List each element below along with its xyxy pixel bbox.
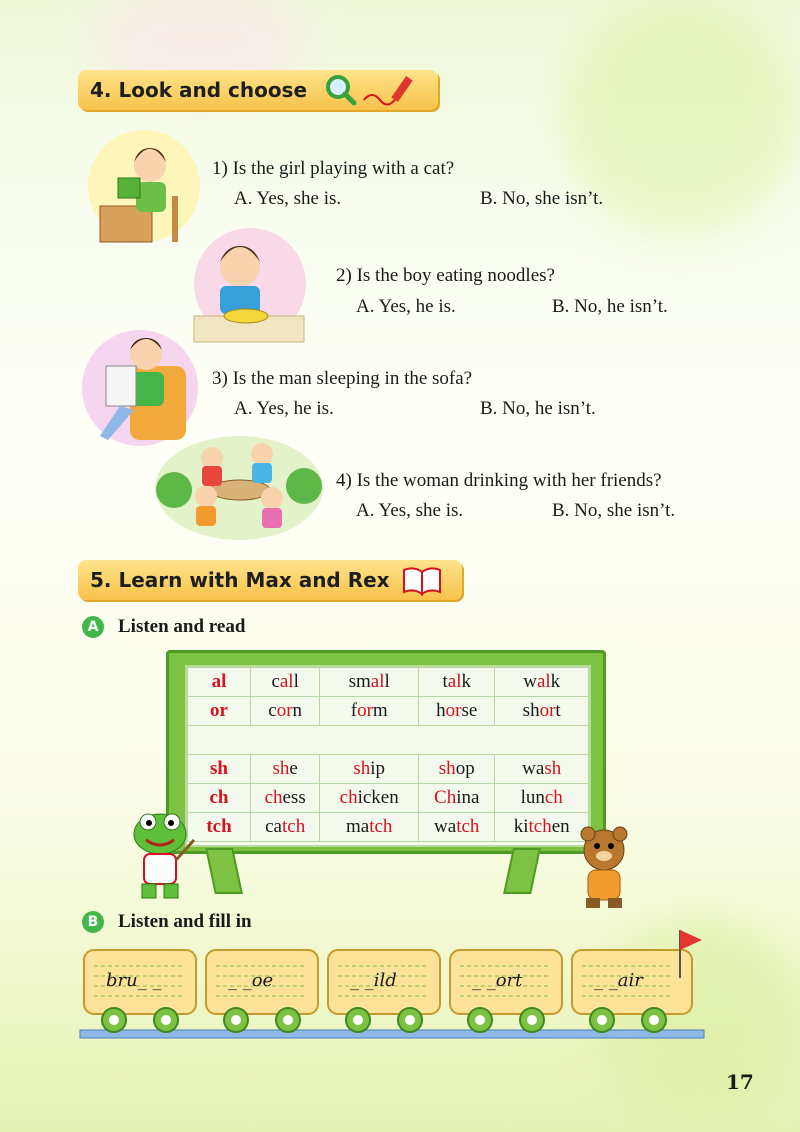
phonics-word[interactable] <box>251 813 320 842</box>
word-part: ina <box>456 787 480 808</box>
word-part: ip <box>370 758 386 779</box>
question-2-option-b[interactable]: B. No, he isn’t. <box>552 296 668 317</box>
phonics-word[interactable] <box>251 697 320 726</box>
word-part: n <box>292 700 303 721</box>
word-part: h <box>436 700 446 721</box>
phonics-key: ch <box>188 784 251 813</box>
rex-bear-character <box>572 826 636 910</box>
wheel-hub <box>527 1015 537 1025</box>
word-part: w <box>523 671 537 692</box>
phonics-row-sh <box>188 755 589 784</box>
phonics-word[interactable] <box>495 668 589 697</box>
phonics-row-al <box>188 668 589 697</box>
phonics-key: or <box>188 697 251 726</box>
page-number: 17 <box>726 1070 754 1094</box>
word-highlight: al <box>447 671 462 692</box>
word-part: ca <box>265 816 282 837</box>
word-highlight: or <box>357 700 373 721</box>
question-1: 1) Is the girl playing with a cat? <box>212 158 455 179</box>
word-highlight: ch <box>339 787 358 808</box>
fill-in-word[interactable]: _ _ort <box>472 970 523 991</box>
phonics-word[interactable] <box>251 784 320 813</box>
phonics-word[interactable] <box>495 755 589 784</box>
part-b-badge: B <box>82 911 104 933</box>
phonics-word[interactable] <box>320 755 419 784</box>
phonics-word[interactable] <box>419 697 495 726</box>
word-part: icken <box>357 787 399 808</box>
word-highlight: or <box>276 700 293 721</box>
word-highlight: tch <box>281 816 306 837</box>
question-1-option-b[interactable]: B. No, she isn’t. <box>480 188 604 209</box>
word-part: ess <box>282 787 306 808</box>
phonics-row-ch <box>188 784 589 813</box>
word-highlight: tch <box>456 816 480 837</box>
word-part: sh <box>522 700 540 721</box>
phonics-word[interactable] <box>320 813 419 842</box>
word-part: f <box>350 700 358 721</box>
word-part: m <box>372 700 388 721</box>
word-part: t <box>555 700 561 721</box>
question-1-option-a[interactable]: A. Yes, she is. <box>234 188 342 209</box>
phonics-word[interactable] <box>495 784 589 813</box>
part-a-badge: A <box>82 616 104 638</box>
question-2-option-a[interactable]: A. Yes, he is. <box>356 296 456 317</box>
word-highlight: sh <box>438 758 456 779</box>
word-highlight: sh <box>544 758 562 779</box>
word-part: en <box>551 816 570 837</box>
phonics-word[interactable] <box>320 784 419 813</box>
wheel-hub <box>161 1015 171 1025</box>
wheel-hub <box>649 1015 659 1025</box>
word-highlight: tch <box>369 816 393 837</box>
phonics-key: sh <box>188 755 251 784</box>
question-3-option-a[interactable]: A. Yes, he is. <box>234 398 334 419</box>
word-part: t <box>442 671 448 692</box>
phonics-word[interactable] <box>495 697 589 726</box>
word-highlight: sh <box>272 758 290 779</box>
word-part: k <box>461 671 471 692</box>
board-leg <box>503 848 541 894</box>
question-3-option-b[interactable]: B. No, he isn’t. <box>480 398 596 419</box>
phonics-row-or <box>188 697 589 726</box>
phonics-key: al <box>188 668 251 697</box>
part-a-title: Listen and read <box>118 616 246 637</box>
word-part: se <box>461 700 478 721</box>
question-4: 4) Is the woman drinking with her friends? <box>336 470 662 491</box>
phonics-word[interactable] <box>251 755 320 784</box>
word-highlight: al <box>279 671 294 692</box>
word-part: l <box>293 671 299 692</box>
word-part: e <box>289 758 298 779</box>
word-part: ma <box>345 816 370 837</box>
word-highlight: al <box>370 671 385 692</box>
phonics-word[interactable] <box>251 668 320 697</box>
phonics-key: tch <box>188 813 251 842</box>
question-2: 2) Is the boy eating noodles? <box>336 265 555 286</box>
wheel-hub <box>405 1015 415 1025</box>
fill-in-word[interactable]: _ _oe <box>228 970 274 991</box>
word-part: sm <box>348 671 371 692</box>
word-part: ki <box>513 816 529 837</box>
phonics-table <box>187 667 589 842</box>
word-part: c <box>268 700 277 721</box>
phonics-word[interactable] <box>320 697 419 726</box>
word-part: l <box>384 671 390 692</box>
word-highlight: al <box>536 671 551 692</box>
wheel-hub <box>109 1015 119 1025</box>
word-part: c <box>271 671 280 692</box>
word-part: op <box>455 758 475 779</box>
max-frog-character <box>124 804 196 904</box>
question-3: 3) Is the man sleeping in the sofa? <box>212 368 473 389</box>
phonics-word[interactable] <box>419 668 495 697</box>
phonics-word[interactable] <box>320 668 419 697</box>
wheel-hub <box>283 1015 293 1025</box>
phonics-row-tch <box>188 813 589 842</box>
book-icon <box>400 564 444 596</box>
magnifier-pencil-icon <box>322 72 422 108</box>
phonics-word[interactable] <box>419 813 495 842</box>
word-highlight: ch <box>264 787 283 808</box>
phonics-board <box>166 650 606 854</box>
word-part: wa <box>434 816 457 837</box>
wheel-hub <box>353 1015 363 1025</box>
word-highlight: or <box>539 700 556 721</box>
word-highlight: tch <box>528 816 552 837</box>
question-4-option-a[interactable]: A. Yes, she is. <box>356 500 464 521</box>
fill-in-word[interactable]: _ _ild <box>350 970 397 991</box>
fill-in-word[interactable]: bru_ _ <box>106 970 162 991</box>
word-part: lun <box>520 787 545 808</box>
word-part: k <box>550 671 561 692</box>
word-highlight: Ch <box>434 787 457 808</box>
fill-in-word[interactable]: _ _air <box>594 970 643 991</box>
wheel-hub <box>231 1015 241 1025</box>
section-4-title: 4. Look and choose <box>90 78 308 102</box>
word-highlight: sh <box>353 758 371 779</box>
phonics-word[interactable] <box>419 755 495 784</box>
word-highlight: ch <box>544 787 563 808</box>
word-part: wa <box>522 758 545 779</box>
boy-eating-noodles-illustration <box>180 226 320 344</box>
table-cell-empty <box>188 726 589 755</box>
phonics-row-spacer <box>188 726 589 755</box>
section-5-title: 5. Learn with Max and Rex <box>90 568 390 592</box>
wheel-hub <box>475 1015 485 1025</box>
part-b-title: Listen and fill in <box>118 911 252 932</box>
word-highlight: or <box>445 700 462 721</box>
wheel-hub <box>597 1015 607 1025</box>
question-4-option-b[interactable]: B. No, she isn’t. <box>552 500 676 521</box>
women-drinking-illustration <box>154 430 324 540</box>
phonics-word[interactable] <box>419 784 495 813</box>
board-leg <box>205 848 243 894</box>
